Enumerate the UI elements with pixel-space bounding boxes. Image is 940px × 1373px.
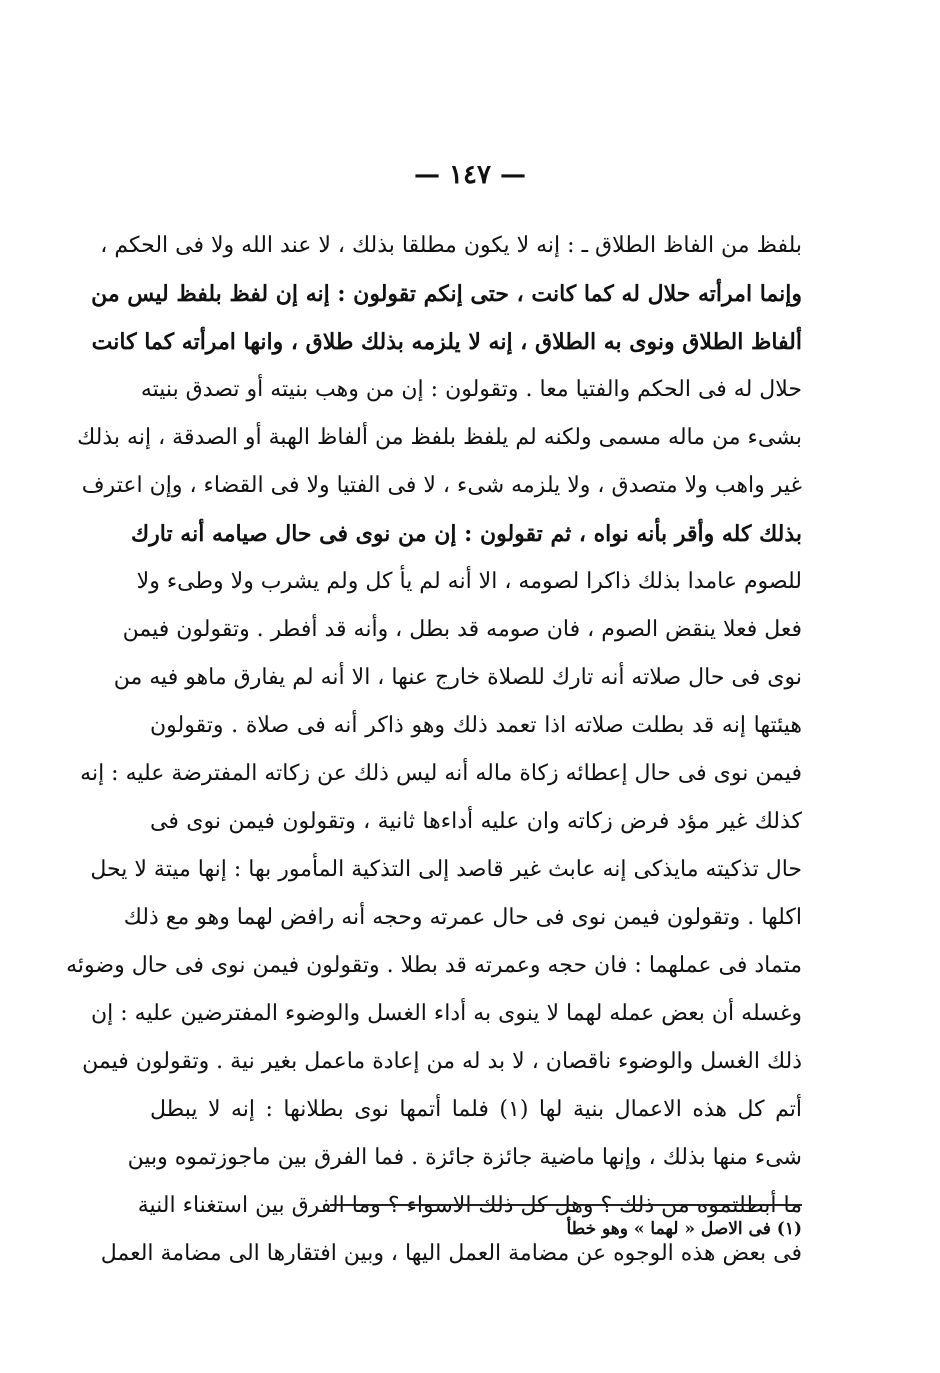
text-line: كذلك غير مؤد فرض زكاته وان عليه أداءها ثانية ، وتقولون فيمن نوى فى (150, 809, 802, 834)
text-line: بلفظ من الفاظ الطلاق ـ : إنه لا يكون مطلقا بذلك ، لا عند الله ولا فى الحكم ، (100, 233, 802, 258)
page-number: — ١٤٧ — (413, 160, 527, 190)
text-line: غير واهب ولا متصدق ، ولا يلزمه شىء ، لا فى الفتيا ولا فى القضاء ، وإن اعترف (81, 473, 802, 498)
text-line: ذلك الغسل والوضوء ناقصان ، لا بد له من إعادة ماعمل بغير نية . وتقولون فيمن (82, 1049, 802, 1074)
text-line: حال تذكيته مايذكى إنه عابث غير قاصد إلى التذكية المأمور بها : إنها ميتة لا يحل (90, 857, 802, 882)
text-line: بذلك كله وأقر بأنه نواه ، ثم تقولون : إن من نوى فى حال صيامه أنه تارك (131, 521, 802, 547)
footnote-divider (330, 1204, 802, 1206)
footnote: (١) فى الاصل « لهما » وهو خطأ (566, 1219, 802, 1239)
text-line: ما أبطلتموه من ذلك ؟ وهل كل ذلك الاسواء ؟ وما الفرق بين استغناء النية (137, 1193, 802, 1218)
text-line: فعل فعلا ينقض الصوم ، فان صومه قد بطل ، وأنه قد أفطر . وتقولون فيمن (122, 617, 802, 642)
text-line: هيئتها إنه قد بطلت صلاته اذا تعمد ذلك وهو ذاكر أنه فى صلاة . وتقولون (150, 713, 802, 738)
text-line: للصوم عامدا بذلك ذاكرا لصومه ، الا أنه لم يأ كل ولم يشرب ولا وطىء ولا (136, 569, 802, 594)
text-line: وإنما امرأته حلال له كما كانت ، حتى إنكم تقولون : إنه إن لفظ بلفظ ليس من (91, 281, 802, 307)
text-line: فيمن نوى فى حال إعطائه زكاة ماله أنه ليس ذلك عن زكاته المفترضة عليه : إنه (80, 761, 802, 786)
text-line: نوى فى حال صلاته أنه تارك للصلاة خارج عنها ، الا أنه لم يفارق ماهو فيه من (113, 665, 802, 690)
text-line: اكلها . وتقولون فيمن نوى فى حال عمرته وحجه أنه رافض لهما وهو مع ذلك (123, 905, 802, 930)
text-line: وغسله أن بعض عمله لهما لا ينوى به أداء الغسل والوضوء المفترضين عليه : إن (90, 1001, 802, 1026)
text-line: بشىء من ماله مسمى ولكنه لم يلفظ بلفظ من ألفاظ الهبة أو الصدقة ، إنه بذلك (77, 425, 802, 450)
text-line: فى بعض هذه الوجوه عن مضامة العمل اليها ، وبين افتقارها الى مضامة العمل (100, 1241, 802, 1266)
text-line: متماد فى عملهما : فان حجه وعمرته قد بطلا . وتقولون فيمن نوى فى حال وضوئه (66, 953, 802, 978)
text-line: شىء منها بذلك ، وإنها ماضية جائزة جائزة . فما الفرق بين ماجوزتموه وبين (127, 1145, 802, 1170)
text-line: حلال له فى الحكم والفتيا معا . وتقولون : إن من وهب بنيته أو تصدق بنيته (140, 377, 802, 402)
text-line: أتم كل هذه الاعمال بنية لها (١) فلما أتمها نوى بطلانها : إنه لا يبطل (150, 1097, 802, 1122)
body-text (66, 222, 802, 1278)
text-line: ألفاظ الطلاق ونوى به الطلاق ، إنه لا يلزمه بذلك طلاق ، وانها امرأته كما كانت (91, 329, 802, 355)
